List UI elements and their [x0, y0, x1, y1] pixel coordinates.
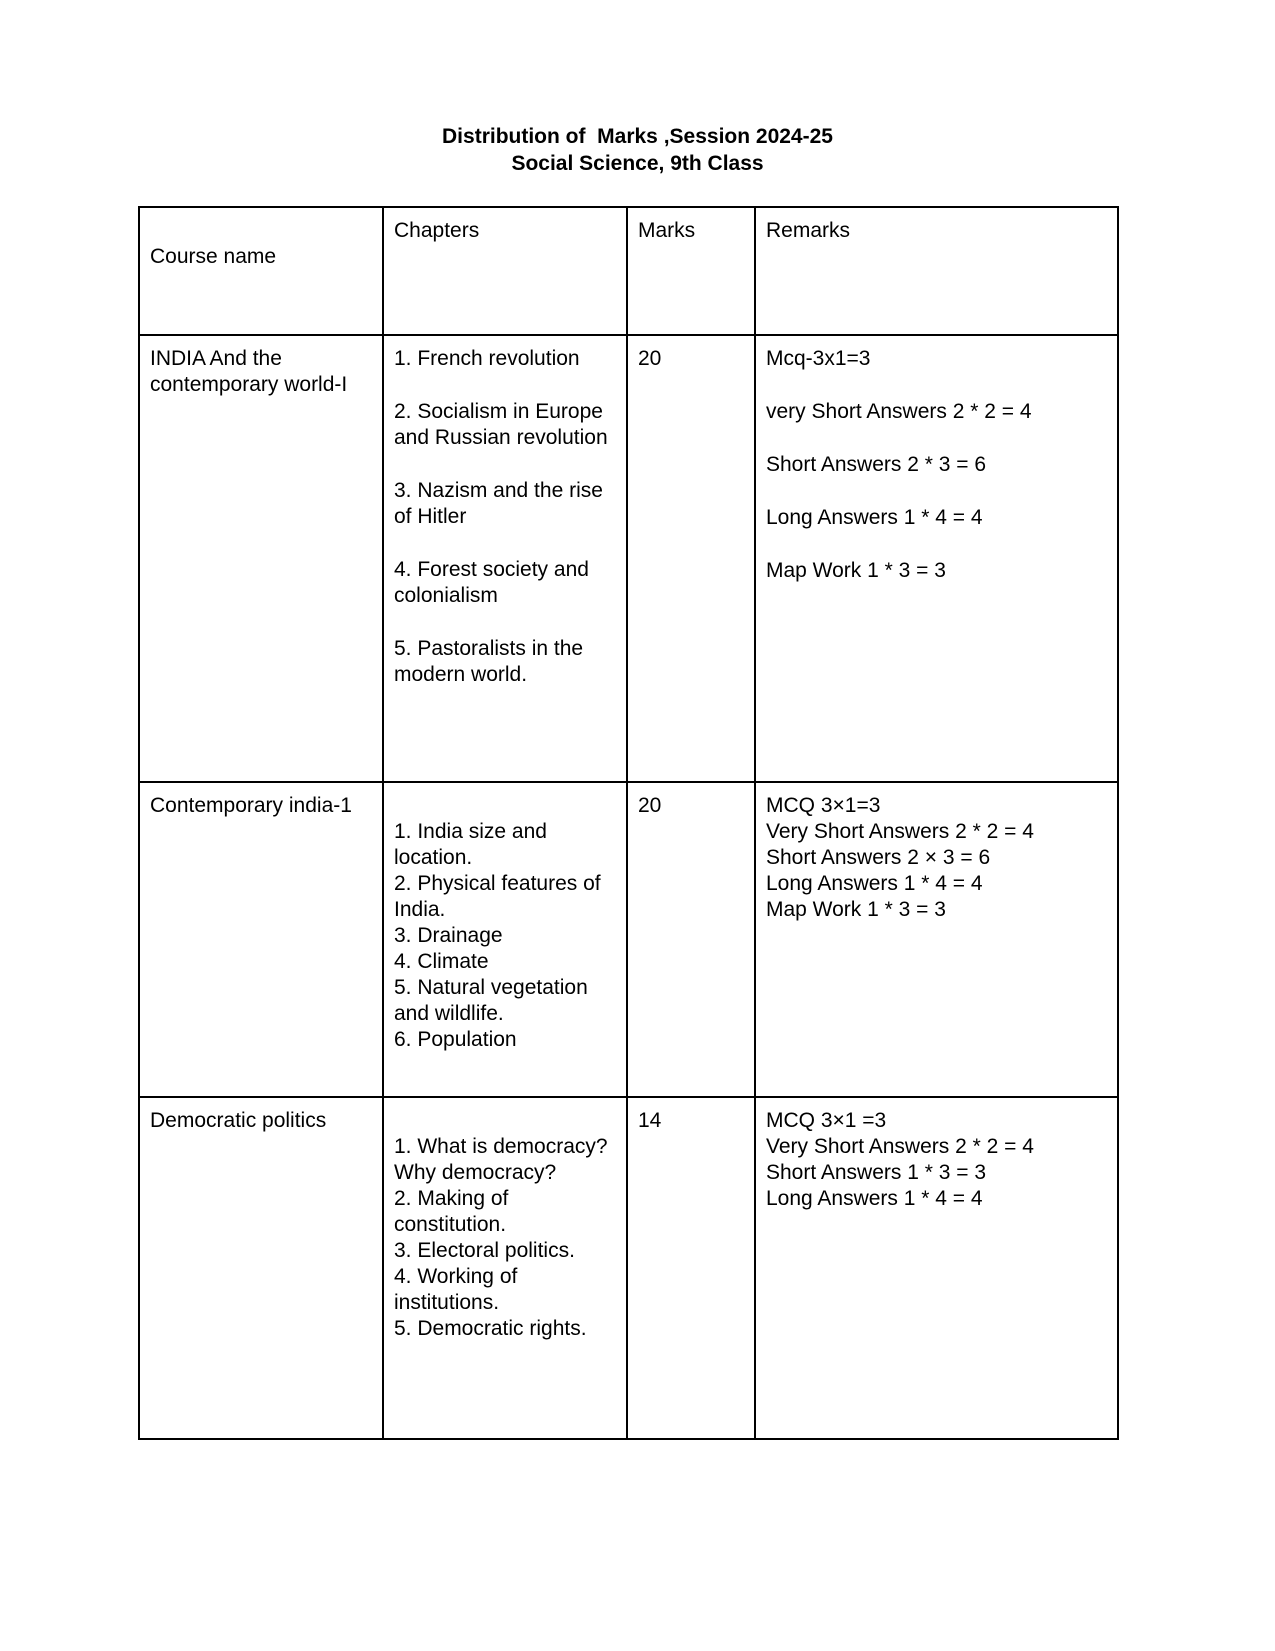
header-remarks: Remarks	[755, 207, 1118, 335]
header-course-name: Course name	[139, 207, 383, 335]
chapter-item: 1. India size and location.	[394, 820, 547, 869]
chapter-item: 5. Pastoralists in the modern world.	[394, 637, 584, 686]
chapter-item: 3. Electoral politics.	[394, 1239, 575, 1262]
chapter-item: 2. Socialism in Europe and Russian revolution	[394, 400, 608, 449]
chapter-item: 3. Nazism and the rise of Hitler	[394, 479, 603, 528]
chapter-item: 4. Working of institutions.	[394, 1265, 518, 1314]
chapter-list	[394, 793, 616, 1053]
remark-item: Map Work 1 * 3 = 3	[766, 898, 946, 921]
table-row	[139, 782, 1118, 1097]
table-row	[139, 335, 1118, 782]
chapter-item: 5. Natural vegetation and wildlife.	[394, 976, 588, 1025]
chapter-list	[394, 346, 616, 688]
course-name-cell: Democratic politics	[139, 1097, 383, 1439]
course-name-cell: Contemporary india-1	[139, 782, 383, 1097]
chapter-list	[394, 1108, 616, 1342]
remarks-list	[766, 793, 1107, 923]
remark-item: Long Answers 1 * 4 = 4	[766, 872, 983, 895]
remark-item: Very Short Answers 2 * 2 = 4	[766, 820, 1034, 843]
title-line-session: Distribution of Marks ,Session 2024-25	[442, 125, 833, 148]
chapters-cell	[383, 335, 627, 782]
title-line-class: Social Science, 9th Class	[511, 152, 764, 175]
chapter-item: 3. Drainage	[394, 924, 503, 947]
chapter-item: 1. French revolution	[394, 347, 580, 370]
remark-item: Long Answers 1 * 4 = 4	[766, 506, 983, 529]
chapter-item: 1. What is democracy? Why democracy?	[394, 1135, 608, 1184]
marks-cell: 20	[627, 335, 755, 782]
chapter-item: 2. Making of constitution.	[394, 1187, 509, 1236]
remark-item: Short Answers 2 * 3 = 6	[766, 453, 987, 476]
document-title	[0, 123, 1275, 177]
marks-distribution-table	[138, 206, 1119, 1440]
header-chapters: Chapters	[383, 207, 627, 335]
table-header-row	[139, 207, 1118, 335]
remark-item: Very Short Answers 2 * 2 = 4	[766, 1135, 1034, 1158]
remark-item: Map Work 1 * 3 = 3	[766, 559, 946, 582]
chapters-cell	[383, 1097, 627, 1439]
remark-item: Mcq-3x1=3	[766, 347, 871, 370]
marks-cell: 14	[627, 1097, 755, 1439]
course-name-cell: INDIA And the contemporary world-I	[139, 335, 383, 782]
chapter-item: 4. Forest society and colonialism	[394, 558, 589, 607]
table-row	[139, 1097, 1118, 1439]
remark-item: very Short Answers 2 * 2 = 4	[766, 400, 1032, 423]
chapter-item: 5. Democratic rights.	[394, 1317, 587, 1340]
remarks-cell	[755, 335, 1118, 782]
remark-item: Long Answers 1 * 4 = 4	[766, 1187, 983, 1210]
remark-item: MCQ 3×1=3	[766, 794, 881, 817]
remarks-list	[766, 346, 1107, 584]
remarks-cell	[755, 1097, 1118, 1439]
chapter-item: 2. Physical features of India.	[394, 872, 601, 921]
chapter-item: 4. Climate	[394, 950, 489, 973]
remark-item: Short Answers 1 * 3 = 3	[766, 1161, 987, 1184]
chapter-item: 6. Population	[394, 1028, 517, 1051]
remarks-list	[766, 1108, 1107, 1212]
remark-item: MCQ 3×1 =3	[766, 1109, 887, 1132]
header-marks: Marks	[627, 207, 755, 335]
chapters-cell	[383, 782, 627, 1097]
remarks-cell	[755, 782, 1118, 1097]
marks-cell: 20	[627, 782, 755, 1097]
remark-item: Short Answers 2 × 3 = 6	[766, 846, 991, 869]
